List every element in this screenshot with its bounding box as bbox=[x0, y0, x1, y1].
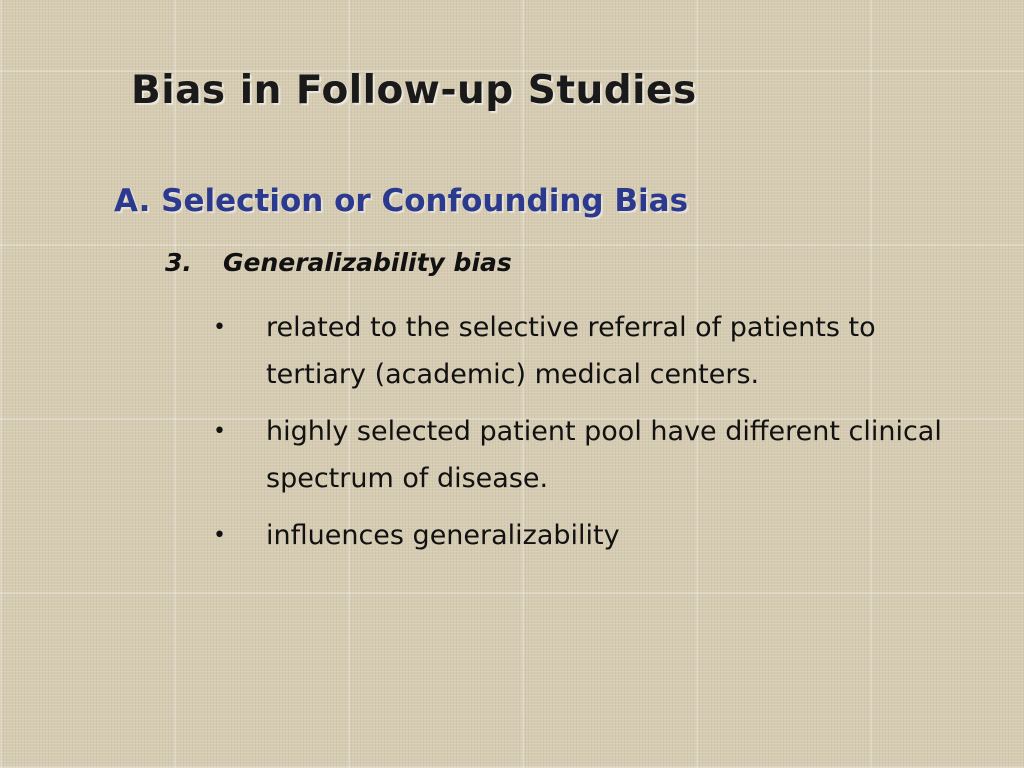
bullet-item bbox=[213, 304, 973, 398]
bullet-item bbox=[213, 512, 973, 559]
numbered-item bbox=[165, 248, 512, 277]
bullet-list bbox=[213, 304, 973, 569]
section-heading: A. Selection or Confounding Bias bbox=[114, 183, 689, 219]
bullet-marker: • bbox=[213, 523, 226, 548]
numbered-item-number: 3. bbox=[165, 248, 192, 277]
bullet-item bbox=[213, 408, 973, 502]
slide-title: Bias in Follow-up Studies bbox=[131, 68, 697, 113]
numbered-item-text: Generalizability bias bbox=[223, 248, 512, 277]
bullet-text: influences generalizability bbox=[266, 520, 620, 551]
bullet-text: highly selected patient pool have different clinical spectrum of disease. bbox=[266, 416, 942, 494]
bullet-text: related to the selective referral of patients to tertiary (academic) medical centers. bbox=[266, 312, 876, 390]
bullet-marker: • bbox=[213, 315, 226, 340]
bullet-marker: • bbox=[213, 419, 226, 444]
